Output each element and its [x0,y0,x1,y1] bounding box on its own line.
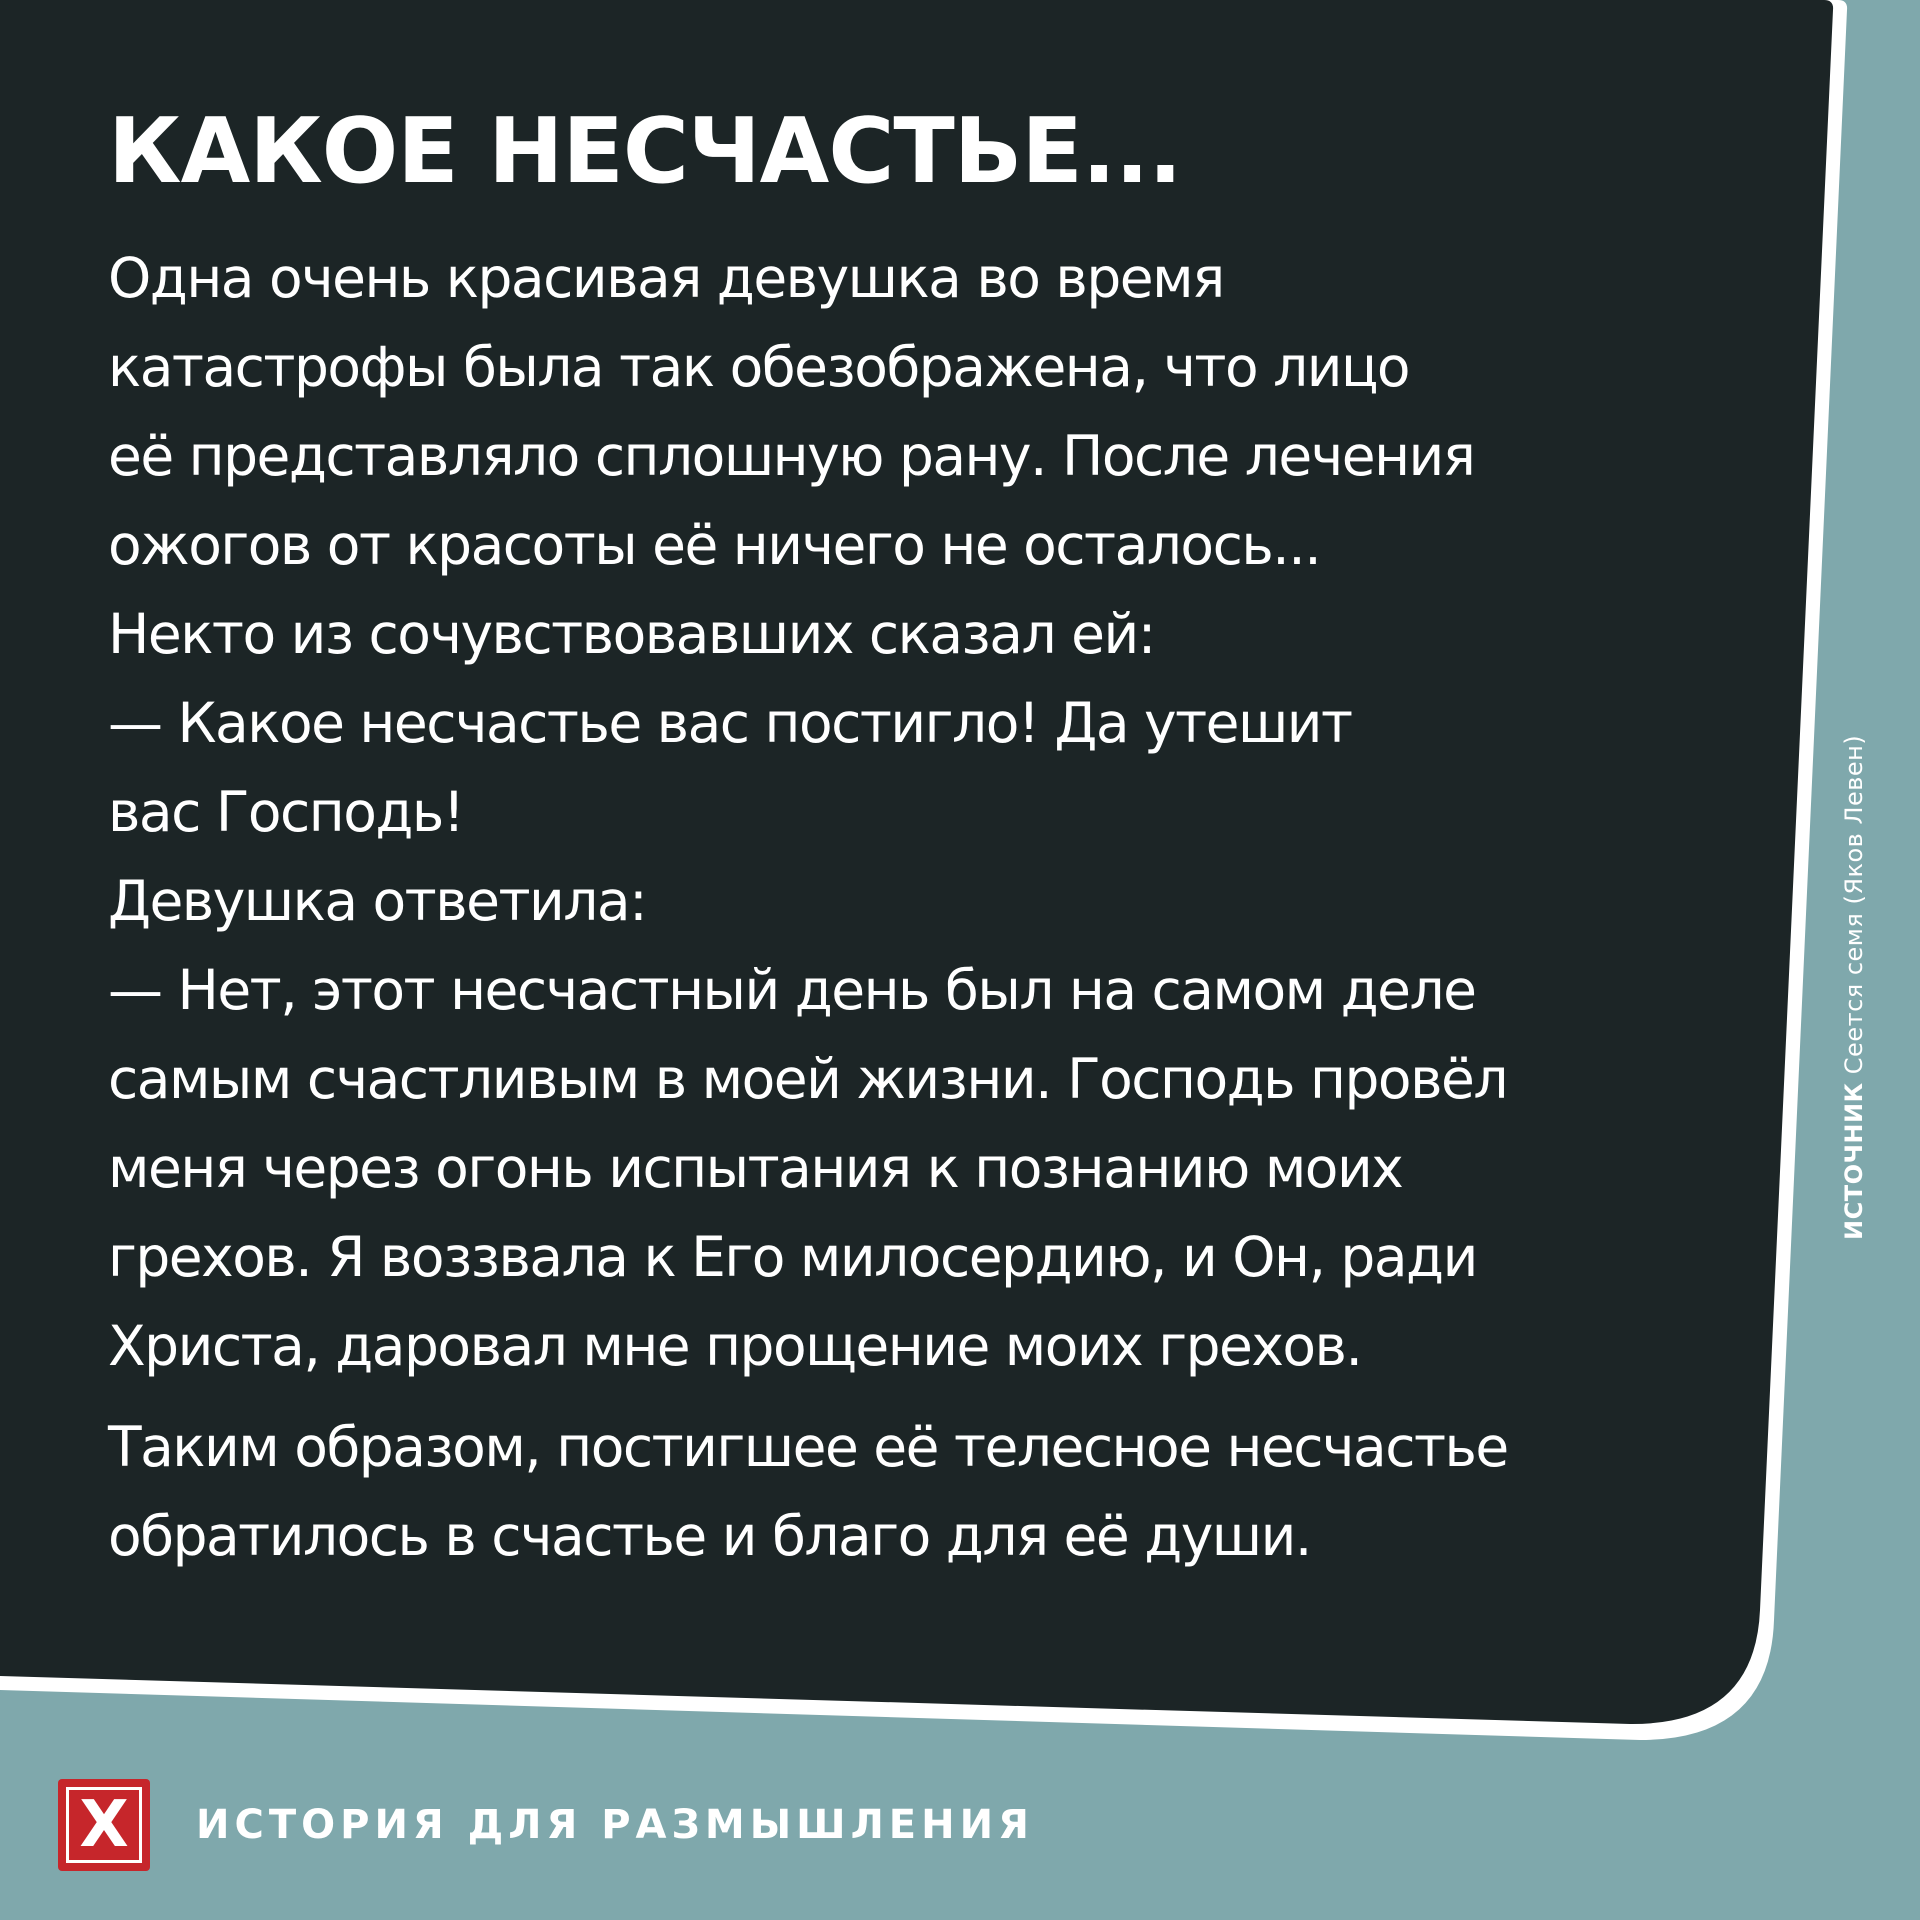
story-line: ожогов от красоты её ничего не осталось... [108,512,1321,577]
story-line: её представляло сплошную рану. После лечения [108,423,1475,488]
story-line: Девушка ответила: [108,868,647,933]
story-line: — Какое несчастье вас постигло! Да утешит [108,690,1352,755]
footer-caption: ИСТОРИЯ ДЛЯ РАЗМЫШЛЕНИЯ [196,1802,1034,1848]
logo-icon [58,1779,150,1871]
story-line: Одна очень красивая девушка во время [108,245,1224,310]
story-line: вас Господь! [108,779,464,844]
source-credit [1840,735,1868,1240]
source-text: Сеется семя (Яков Левен) [1840,734,1868,1075]
story-line: катастрофы была так обезображена, что лицо [108,334,1410,399]
story-card [108,100,1788,1581]
conclusion-line: Таким образом, постигшее её телесное несчастье [108,1414,1508,1479]
story-text [108,234,1788,1391]
story-line: меня через огонь испытания к познанию моих [108,1135,1403,1200]
story-line: — Нет, этот несчастный день был на самом деле [108,957,1476,1022]
logo-letter: X [66,1787,142,1863]
story-line: грехов. Я воззвала к Его милосердию, и Он, ради [108,1224,1477,1289]
story-line: самым счастливым в моей жизни. Господь провёл [108,1046,1507,1111]
footer [58,1776,1034,1874]
conclusion-line: обратилось в счастье и благо для её души. [108,1503,1311,1568]
source-label: ИСТОЧНИК [1840,1082,1868,1240]
story-line: Некто из сочувствовавших сказал ей: [108,601,1155,666]
conclusion-text [108,1403,1788,1581]
story-line: Христа, даровал мне прощение моих грехов. [108,1313,1362,1378]
page-title: КАКОЕ НЕСЧАСТЬЕ... [108,99,1182,204]
